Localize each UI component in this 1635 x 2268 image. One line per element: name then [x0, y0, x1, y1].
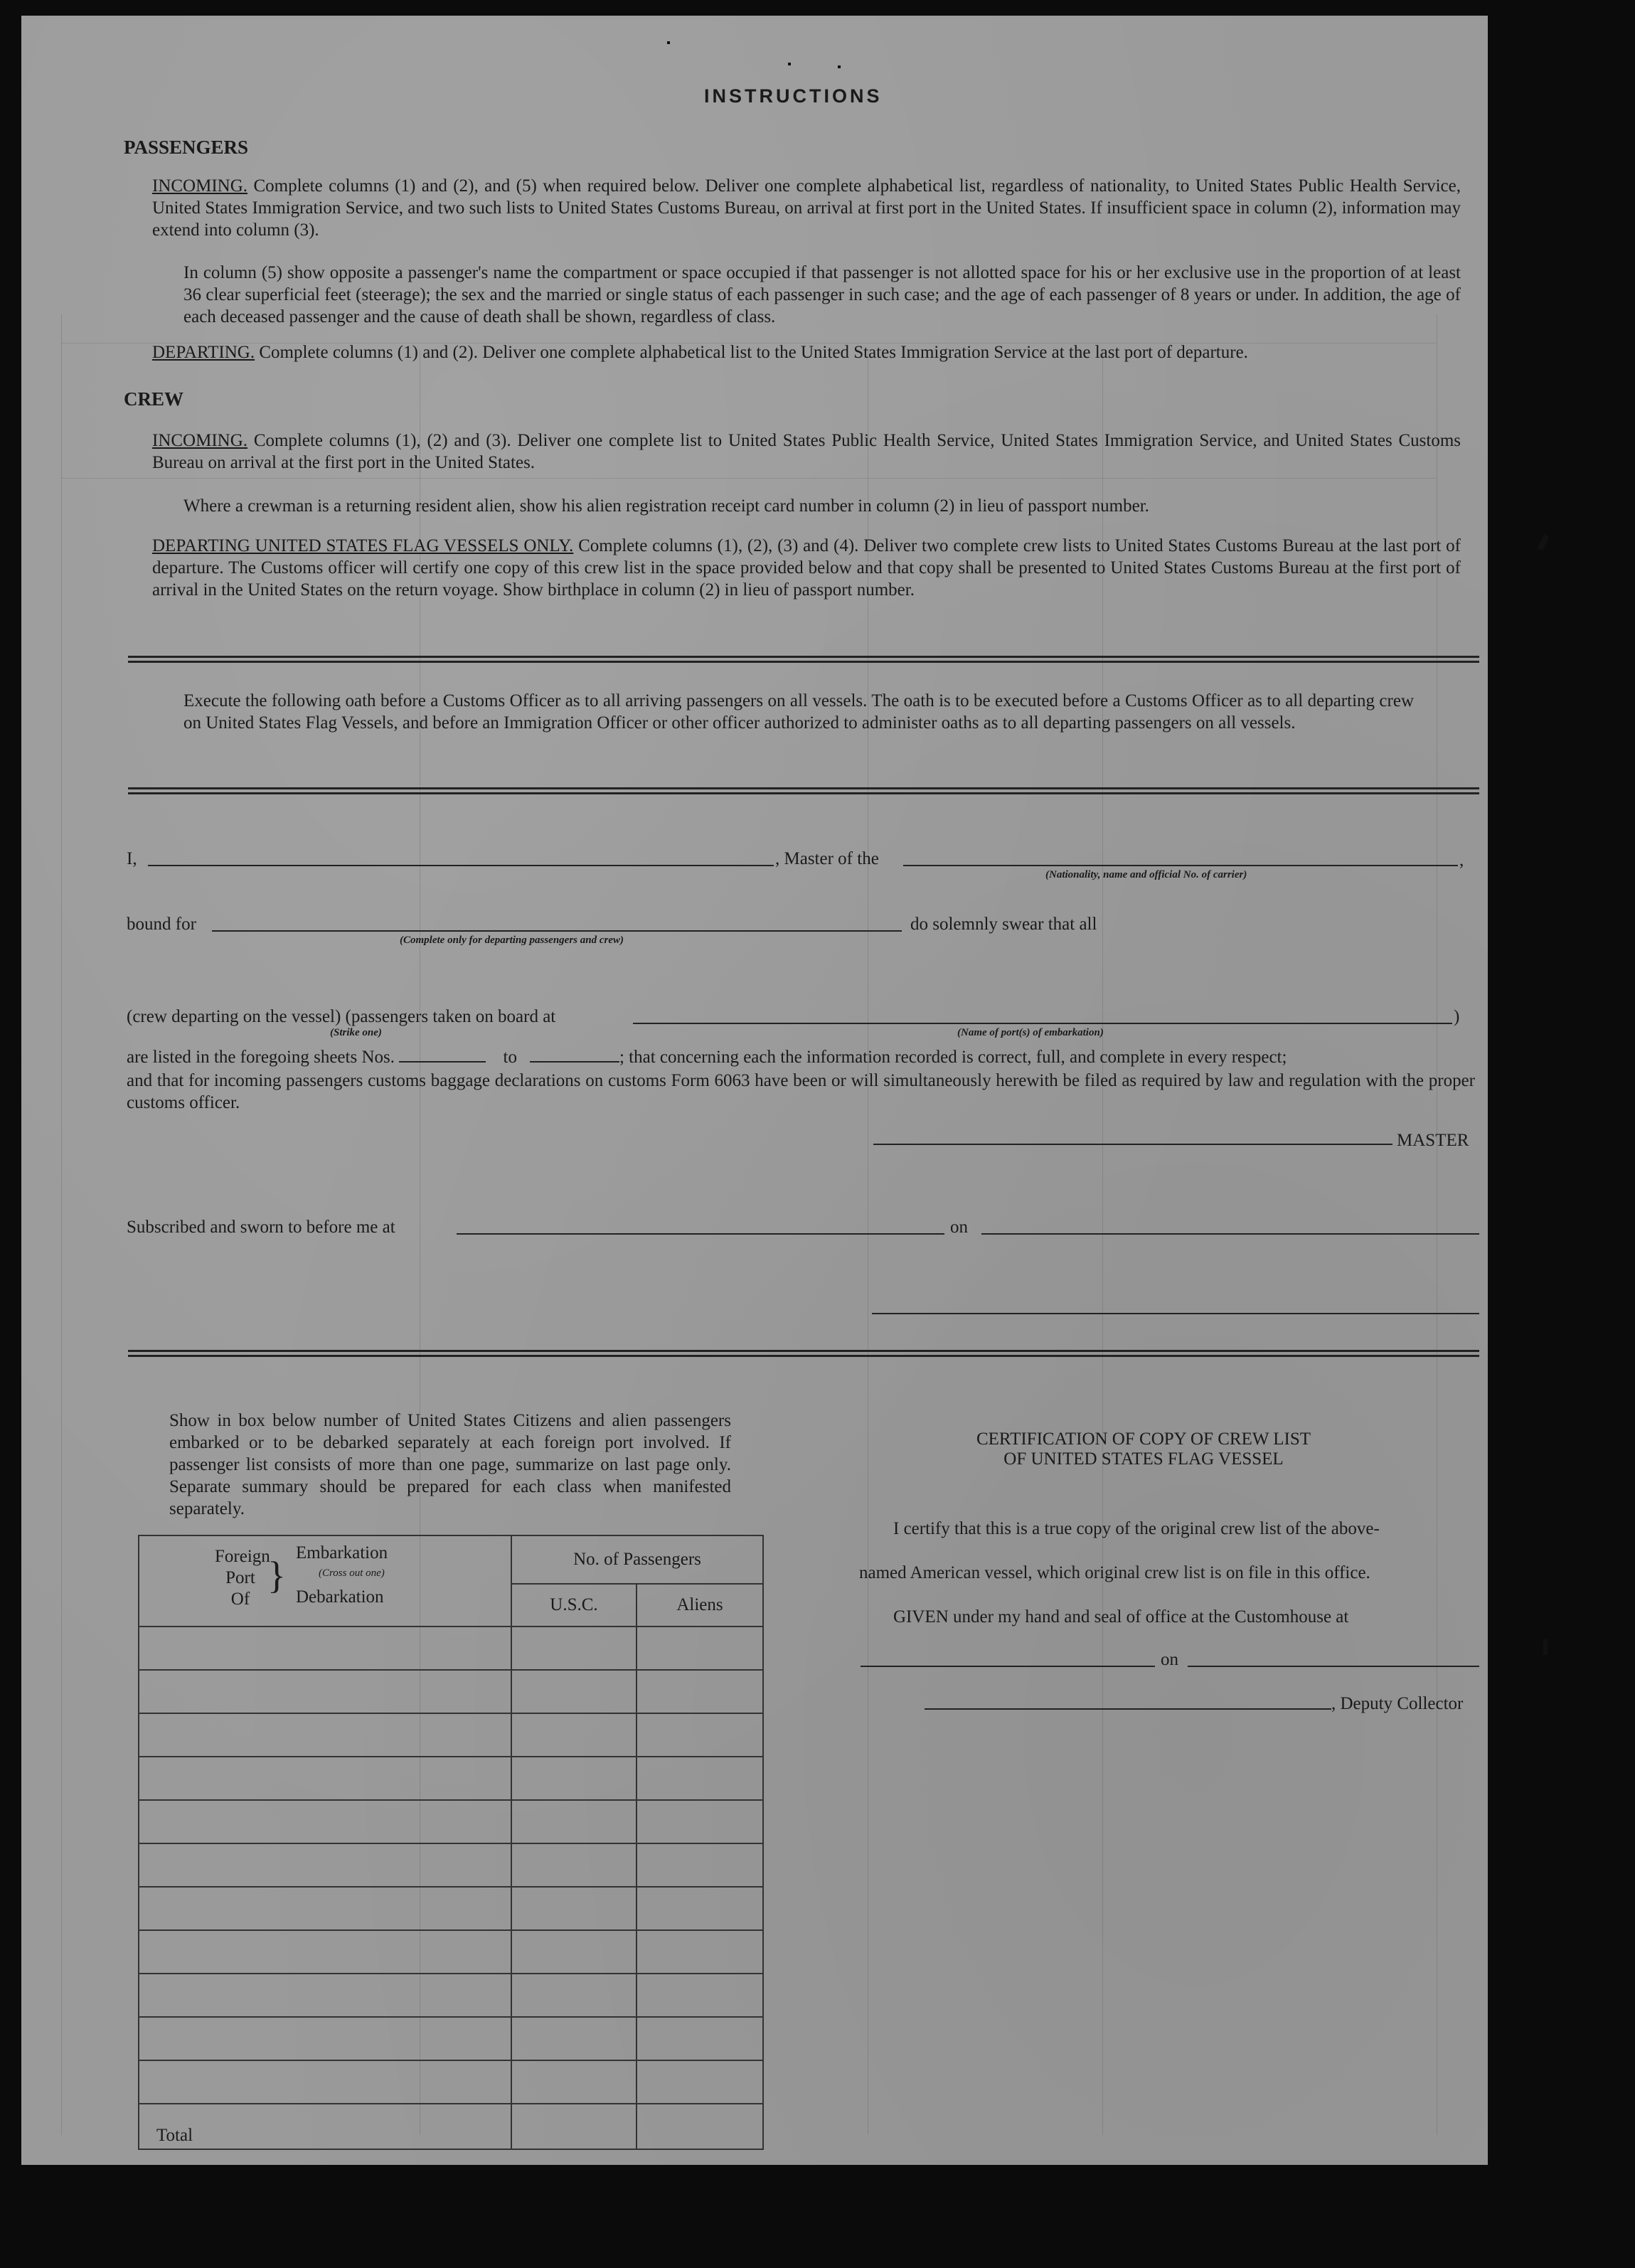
baggage-text: and that for incoming passengers customs baggage declarations on customs Form 6063 have been or will simultaneously herewith be filed as required by law and regulation with the proper customs officer. [127, 1071, 1475, 1112]
form-sheet [21, 16, 1488, 2165]
subscribed-label: Subscribed and sworn to before me at [127, 1218, 395, 1237]
table-row [139, 1757, 763, 1800]
usc-cell[interactable] [511, 2017, 637, 2060]
foreign-port-of-label: Foreign Port Of [215, 1547, 270, 1609]
total-label: Total [139, 2104, 511, 2149]
no-of-passengers-header: No. of Passengers [511, 1535, 763, 1584]
aliens-cell[interactable] [637, 1800, 763, 1843]
embarkation-ports-field[interactable] [633, 1023, 1452, 1024]
cert-on-label: on [1161, 1650, 1178, 1669]
ink-mark [788, 63, 791, 65]
usc-cell[interactable] [511, 1974, 637, 2017]
sworn-date-field[interactable] [981, 1233, 1479, 1235]
master-signature-field[interactable] [873, 1144, 1392, 1145]
table-row [139, 1887, 763, 1930]
port-cell[interactable] [139, 1974, 511, 2017]
brace-icon: } [267, 1554, 286, 1597]
aliens-cell[interactable] [637, 2060, 763, 2104]
solemnly-swear-label: do solemnly swear that all [910, 915, 1097, 934]
table-row [139, 2060, 763, 2104]
usc-cell[interactable] [511, 1930, 637, 1974]
debarkation-label: Debarkation [296, 1587, 384, 1607]
ink-mark [1543, 1639, 1548, 1655]
oath-instructions: Execute the following oath before a Customs Officer as to all arriving passengers on all vessels. The oath is to be executed before a Customs Officer as to all departing crew on United States Flag Vessels, and before an Immigration Officer or other officer authorized to administer oaths as to all departing passengers on all vessels. [183, 691, 1414, 733]
crew-incoming [152, 430, 1461, 474]
cert-title-line1: CERTIFICATION OF COPY OF CREW LIST [976, 1430, 1311, 1449]
embarkation-label: Embarkation [296, 1543, 388, 1562]
deputy-collector-signature-field[interactable] [925, 1708, 1331, 1710]
bound-for-field[interactable] [212, 930, 902, 932]
aliens-cell[interactable] [637, 1930, 763, 1974]
aliens-cell[interactable] [637, 1670, 763, 1713]
strike-one-caption: (Strike one) [330, 1027, 382, 1038]
port-header-cell [139, 1535, 511, 1627]
section-divider [128, 656, 1479, 663]
crew-departing-label: DEPARTING UNITED STATES FLAG VESSELS ONLY. [152, 536, 574, 555]
listed-line [127, 1045, 1478, 1068]
aliens-cell[interactable] [637, 1713, 763, 1757]
nationality-caption: (Nationality, name and official No. of carrier) [1045, 869, 1247, 880]
section-divider [128, 787, 1479, 794]
ink-mark [838, 65, 841, 68]
usc-cell[interactable] [511, 1627, 637, 1670]
usc-cell[interactable] [511, 2060, 637, 2104]
aliens-cell[interactable] [637, 1757, 763, 1800]
passengers-column5-text: In column (5) show opposite a passenger's name the compartment or space occupied if that passenger is not allotted space for his or her exclusive use in the proportion of at least 36 clear superficial feet (steerage); the sex and the married or single status of each passenger in such case; and the age of each passenger of 8 years or under. In addition, the age of each deceased passenger and the cause of death shall be shown, regardless of class. [183, 263, 1461, 326]
table-row [139, 2017, 763, 2060]
port-cell[interactable] [139, 2017, 511, 2060]
table-row [139, 1974, 763, 2017]
carrier-field[interactable] [903, 865, 1458, 866]
passengers-incoming [152, 175, 1461, 241]
usc-cell[interactable] [511, 1800, 637, 1843]
bound-caption: (Complete only for departing passengers and crew) [400, 935, 624, 946]
port-cell[interactable] [139, 1800, 511, 1843]
usc-cell[interactable] [511, 1713, 637, 1757]
close-paren: ) [1454, 1007, 1460, 1026]
crew-incoming-text: Complete columns (1), (2) and (3). Deliver one complete list to United States Public Health Service, United States Immigration Service, and United States Customs Bureau on arrival at the first port in the United States. [152, 431, 1461, 472]
listed-b: ; that concerning each the information recorded is correct, full, and complete in every respect; [619, 1048, 1287, 1067]
sheet-from-field[interactable] [399, 1045, 486, 1063]
page-title: INSTRUCTIONS [704, 85, 883, 107]
aliens-header: Aliens [637, 1584, 763, 1627]
usc-cell[interactable] [511, 1670, 637, 1713]
table-row [139, 1627, 763, 1670]
section-divider [128, 1350, 1479, 1357]
usc-cell[interactable] [511, 1887, 637, 1930]
officer-signature-field[interactable] [872, 1313, 1479, 1314]
cert-date-field[interactable] [1188, 1666, 1479, 1667]
table-row [139, 1800, 763, 1843]
crew-incoming-label: INCOMING. [152, 431, 248, 450]
certify-line1: I certify that this is a true copy of the original crew list of the above- [893, 1519, 1380, 1538]
passengers-incoming-label: INCOMING. [152, 176, 248, 196]
certify-line2: named American vessel, which original crew list is on file in this office. [859, 1563, 1370, 1582]
sheet-to-field[interactable] [530, 1045, 619, 1063]
crew-passengers-label: (crew departing on the vessel) (passengers taken on board at [127, 1007, 556, 1026]
ghost-rule [1102, 350, 1103, 2135]
usc-cell[interactable] [511, 1843, 637, 1887]
crew-resident-text: Where a crewman is a returning resident alien, show his alien registration receipt card number in column (2) in lieu of passport number. [183, 496, 1149, 516]
crew-departing-text: Complete columns (1), (2), (3) and (4). Deliver two complete crew lists to United States Customs Bureau at the last port of departure. The Customs officer will certify one copy of this crew list in the space provided below and that copy shall be presented to United States Customs Bureau at the first port of arrival in the United States on the return voyage. Show birthplace in column (2) in lieu of passport number. [152, 536, 1461, 600]
table-total-row [139, 2104, 763, 2149]
port-cell[interactable] [139, 1887, 511, 1930]
customhouse-field[interactable] [861, 1666, 1155, 1667]
comma-mark: , [1459, 851, 1464, 870]
port-cell[interactable] [139, 1627, 511, 1670]
cross-out-caption: (Cross out one) [319, 1567, 385, 1579]
usc-header: U.S.C. [511, 1584, 637, 1627]
port-cell[interactable] [139, 1930, 511, 1974]
ghost-rule [61, 314, 62, 2135]
master-name-field[interactable] [148, 865, 774, 866]
aliens-cell[interactable] [637, 1627, 763, 1670]
usc-cell[interactable] [511, 1757, 637, 1800]
master-label: MASTER [1397, 1131, 1469, 1150]
total-aliens-cell[interactable] [637, 2104, 763, 2149]
summary-instructions: Show in box below number of United States Citizens and alien passengers embarked or to be debarked separately at each foreign port involved. If passenger list consists of more than one page, summarize on last page only. Separate summary should be prepared for each class when manifested separately. [169, 1411, 731, 1518]
passengers-departing-text: Complete columns (1) and (2). Deliver one complete alphabetical list to the United States Immigration Service at the last port of departure. [259, 343, 1248, 362]
port-cell[interactable] [139, 2060, 511, 2104]
master-of-the-label: , Master of the [775, 849, 879, 868]
table-row [139, 1930, 763, 1974]
ink-mark [1538, 534, 1550, 550]
aliens-cell[interactable] [637, 1974, 763, 2017]
table-header-row [139, 1535, 763, 1584]
port-cell[interactable] [139, 1670, 511, 1713]
port-cell[interactable] [139, 1757, 511, 1800]
given-line: GIVEN under my hand and seal of office at the Customhouse at [893, 1607, 1349, 1627]
deputy-collector-label: , Deputy Collector [1331, 1694, 1464, 1713]
passengers-incoming-text: Complete columns (1) and (2), and (5) when required below. Deliver one complete alphabetical list, regardless of nationality, to United States Public Health Service, United States Immigration Service, and two such lists to United States Customs Bureau, on arrival at first port in the United States. If insufficient space in column (2), information may extend into column (3). [152, 176, 1461, 240]
cert-title-line2: OF UNITED STATES FLAG VESSEL [1003, 1449, 1284, 1469]
ink-mark [667, 41, 670, 44]
total-usc-cell[interactable] [511, 2104, 637, 2149]
listed-a: are listed in the foregoing sheets Nos. [127, 1048, 395, 1067]
port-cell[interactable] [139, 1713, 511, 1757]
aliens-cell[interactable] [637, 1843, 763, 1887]
ghost-rule [61, 478, 1437, 479]
crew-departing [152, 535, 1461, 601]
port-cell[interactable] [139, 1843, 511, 1887]
table-row [139, 1670, 763, 1713]
passengers-departing [152, 341, 1461, 363]
bound-for-label: bound for [127, 915, 196, 934]
ports-caption: (Name of port(s) of embarkation) [957, 1027, 1104, 1038]
oath-i-label: I, [127, 849, 137, 868]
aliens-cell[interactable] [637, 1887, 763, 1930]
passengers-departing-label: DEPARTING. [152, 343, 255, 362]
table-row [139, 1713, 763, 1757]
crew-heading: CREW [124, 388, 184, 410]
aliens-cell[interactable] [637, 2017, 763, 2060]
listed-to: to [503, 1048, 517, 1067]
passengers-heading: PASSENGERS [124, 137, 249, 158]
sworn-on-label: on [950, 1218, 968, 1237]
sworn-place-field[interactable] [457, 1233, 944, 1235]
passenger-summary-table [138, 1535, 764, 2150]
table-row [139, 1843, 763, 1887]
